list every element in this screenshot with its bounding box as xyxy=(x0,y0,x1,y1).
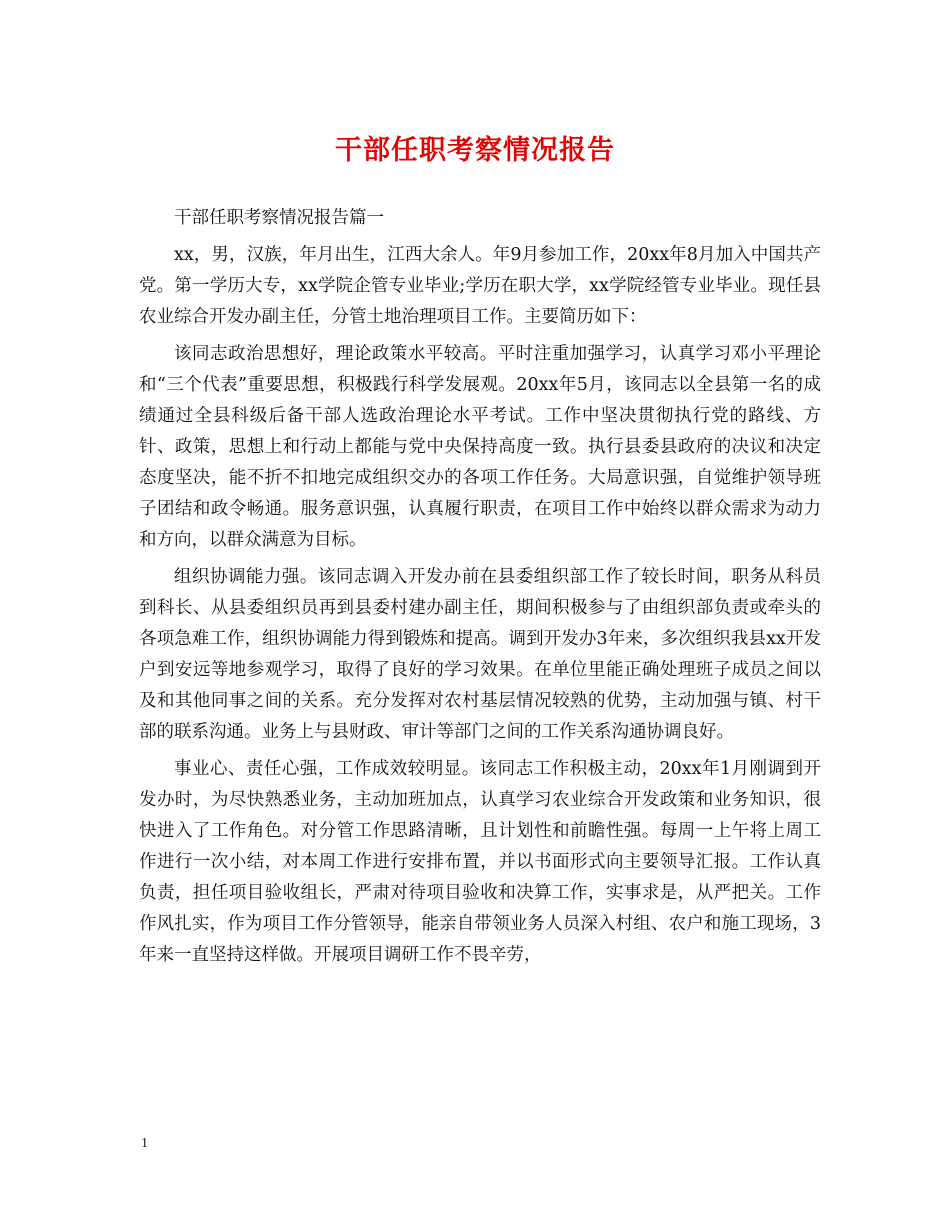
paragraph-coordination: 组织协调能力强。该同志调入开发办前在县委组织部工作了较长时间，职务从科员到科长、从县委组织员再到县委村建办副主任，期间积极参与了由组织部负责或牵头的各项急难工作，组织协调能力得到锻炼和提高。调到开发办3年来，多次组织我县xx开发户到安远等地参观学习，取得了良好的学习效果。在单位里能正确处理班子成员之间以及和其他同事之间的关系。充分发挥对农村基层情况较熟的优势，主动加强与镇、村干部的联系沟通。业务上与县财政、审计等部门之间的工作关系沟通协调良好。 xyxy=(139,567,821,742)
section-heading: 干部任职考察情况报告篇一 xyxy=(174,208,384,228)
document-title: 干部任职考察情况报告 xyxy=(335,135,615,166)
page-number: 1 xyxy=(141,1136,148,1151)
paragraph-political: 该同志政治思想好，理论政策水平较高。平时注重加强学习，认真学习邓小平理论和“三个代表”重要思想，积极践行科学发展观。20xx年5月，该同志以全县第一名的成绩通过全县科级后备干部人选政治理论水平考试。工作中坚决贯彻执行党的路线、方针、政策，思想上和行动上都能与党中央保持高度一致。执行县委县政府的决议和决定态度坚决，能不折不扣地完成组织交办的各项工作任务。大局意识强，自觉维护领导班子团结和政令畅通。服务意识强，认真履行职责，在项目工作中始终以群众需求为动力和方向，以群众满意为目标。 xyxy=(139,344,821,550)
document-body xyxy=(139,203,821,977)
paragraph-responsibility: 事业心、责任心强，工作成效较明显。该同志工作积极主动，20xx年1月刚调到开发办时，为尽快熟悉业务，主动加班加点，认真学习农业综合开发政策和业务知识，很快进入了工作角色。对分管工作思路清晰，且计划性和前瞻性强。每周一上午将上周工作进行一次小结，对本周工作进行安排布置，并以书面形式向主要领导汇报。工作认真负责，担任项目验收组长，严肃对待项目验收和决算工作，实事求是，从严把关。工作作风扎实，作为项目工作分管领导，能亲自带领业务人员深入村组、农户和施工现场，3年来一直坚持这样做。开展项目调研工作不畏辛劳， xyxy=(139,759,821,965)
paragraph-intro: xx，男，汉族，年月出生，江西大余人。年9月参加工作，20xx年8月加入中国共产党。第一学历大专，xx学院企管专业毕业;学历在职大学，xx学院经管专业毕业。现任县农业综合开发办副主任，分管土地治理项目工作。主要简历如下： xyxy=(139,245,821,327)
